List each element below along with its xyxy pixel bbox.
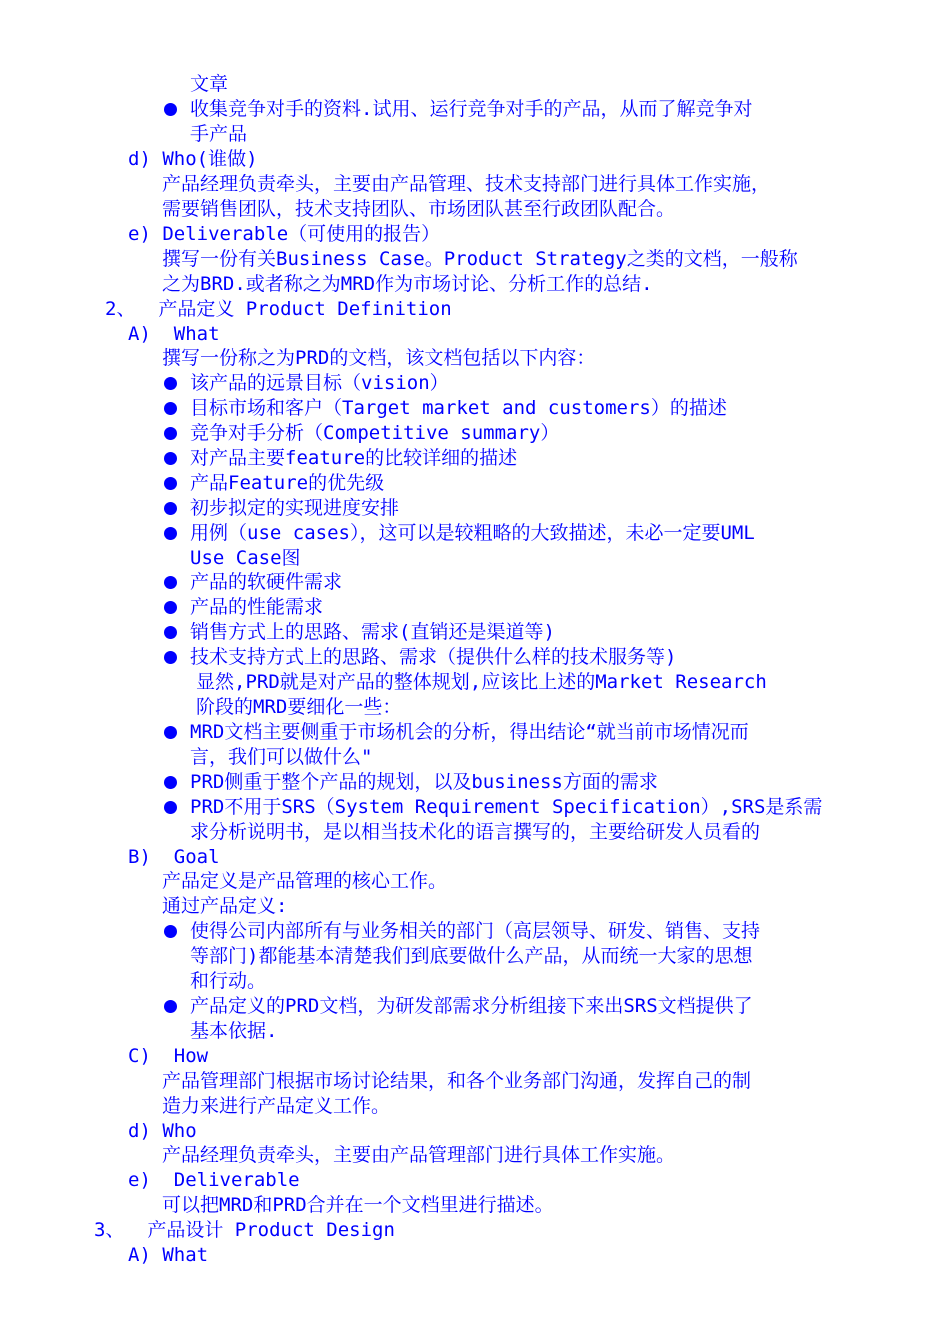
text-line: d) Who(谁做) — [128, 148, 258, 170]
bullet-icon — [164, 626, 177, 639]
text-line: 3、 产品设计 Product Design — [94, 1219, 395, 1241]
text-line: 该产品的远景目标（vision） — [190, 372, 449, 394]
text-line: 通过产品定义: — [162, 895, 288, 917]
text-line: 文章 — [190, 73, 229, 95]
text-line: d) Who — [128, 1120, 197, 1142]
text-line: 产品的软硬件需求 — [190, 571, 343, 593]
text-line: Use Case图 — [190, 547, 301, 569]
bullet-icon — [164, 726, 177, 739]
text-line: e) Deliverable（可使用的报告） — [128, 223, 441, 245]
text-line: MRD文档主要侧重于市场机会的分析，得出结论“就当前市场情况而 — [190, 721, 749, 743]
text-line: PRD不用于SRS（System Requirement Specification）,SRS是系需 — [190, 796, 823, 818]
text-line: 基本依据. — [190, 1020, 278, 1042]
text-line: 销售方式上的思路、需求(直销还是渠道等) — [190, 621, 555, 643]
bullet-icon — [164, 452, 177, 465]
bullet-icon — [164, 103, 177, 116]
text-line: A) What — [128, 1244, 209, 1266]
text-line: 产品经理负责牵头，主要由产品管理部门进行具体工作实施。 — [162, 1144, 676, 1166]
text-line: A) What — [128, 323, 220, 345]
text-line: 阶段的MRD要细化一些： — [196, 696, 402, 718]
text-line: 2、 产品定义 Product Definition — [105, 298, 452, 320]
text-line: 求分析说明书，是以相当技术化的语言撰写的，主要给研发人员看的 — [190, 821, 761, 843]
bullet-icon — [164, 601, 177, 614]
text-line: 产品定义是产品管理的核心工作。 — [162, 870, 448, 892]
text-line: 显然,PRD就是对产品的整体规划,应该比上述的Market Research — [196, 671, 767, 693]
text-line: 撰写一份称之为PRD的文档，该文档包括以下内容： — [162, 347, 596, 369]
bullet-icon — [164, 502, 177, 515]
text-line: 需要销售团队，技术支持团队、市场团队甚至行政团队配合。 — [162, 198, 676, 220]
bullet-icon — [164, 801, 177, 814]
bullet-icon — [164, 1000, 177, 1013]
text-line: 产品的性能需求 — [190, 596, 324, 618]
text-line: 初步拟定的实现进度安排 — [190, 497, 400, 519]
text-line: 收集竞争对手的资料.试用、运行竞争对手的产品，从而了解竞争对 — [190, 98, 753, 120]
text-line: C) How — [128, 1045, 209, 1067]
bullet-icon — [164, 576, 177, 589]
text-line: 产品经理负责牵头，主要由产品管理、技术支持部门进行具体工作实施， — [162, 173, 771, 195]
text-line: 和行动。 — [190, 970, 267, 992]
text-line: 造力来进行产品定义工作。 — [162, 1095, 391, 1117]
text-line: 言，我们可以做什么" — [190, 746, 373, 768]
text-line: 技术支持方式上的思路、需求（提供什么样的技术服务等) — [190, 646, 677, 668]
text-line: 手产品 — [190, 123, 248, 145]
text-line: 产品Feature的优先级 — [190, 472, 385, 494]
text-line: 对产品主要feature的比较详细的描述 — [190, 447, 518, 469]
text-line: 产品定义的PRD文档，为研发部需求分析组接下来出SRS文档提供了 — [190, 995, 753, 1017]
text-line: B) Goal — [128, 846, 220, 868]
text-line: PRD侧重于整个产品的规划，以及business方面的需求 — [190, 771, 658, 793]
bullet-icon — [164, 427, 177, 440]
text-line: 竞争对手分析（Competitive summary） — [190, 422, 560, 444]
bullet-icon — [164, 527, 177, 540]
bullet-icon — [164, 925, 177, 938]
text-line: 目标市场和客户（Target market and customers）的描述 — [190, 397, 727, 419]
text-line: 用例（use cases），这可以是较粗略的大致描述，未必一定要UML — [190, 522, 755, 544]
text-line: 之为BRD.或者称之为MRD作为市场讨论、分析工作的总结. — [162, 273, 653, 295]
bullet-icon — [164, 651, 177, 664]
text-line: 等部门)都能基本清楚我们到底要做什么产品，从而统一大家的思想 — [190, 945, 753, 967]
text-line: e) Deliverable — [128, 1169, 300, 1191]
bullet-icon — [164, 402, 177, 415]
text-line: 使得公司内部所有与业务相关的部门（高层领导、研发、销售、支持 — [190, 920, 761, 942]
bullet-icon — [164, 477, 177, 490]
bullet-icon — [164, 776, 177, 789]
text-line: 可以把MRD和PRD合并在一个文档里进行描述。 — [162, 1194, 554, 1216]
text-line: 撰写一份有关Business Case。Product Strategy之类的文档，一般称 — [162, 248, 798, 270]
bullet-icon — [164, 377, 177, 390]
text-line: 产品管理部门根据市场讨论结果，和各个业务部门沟通，发挥自己的制 — [162, 1070, 752, 1092]
